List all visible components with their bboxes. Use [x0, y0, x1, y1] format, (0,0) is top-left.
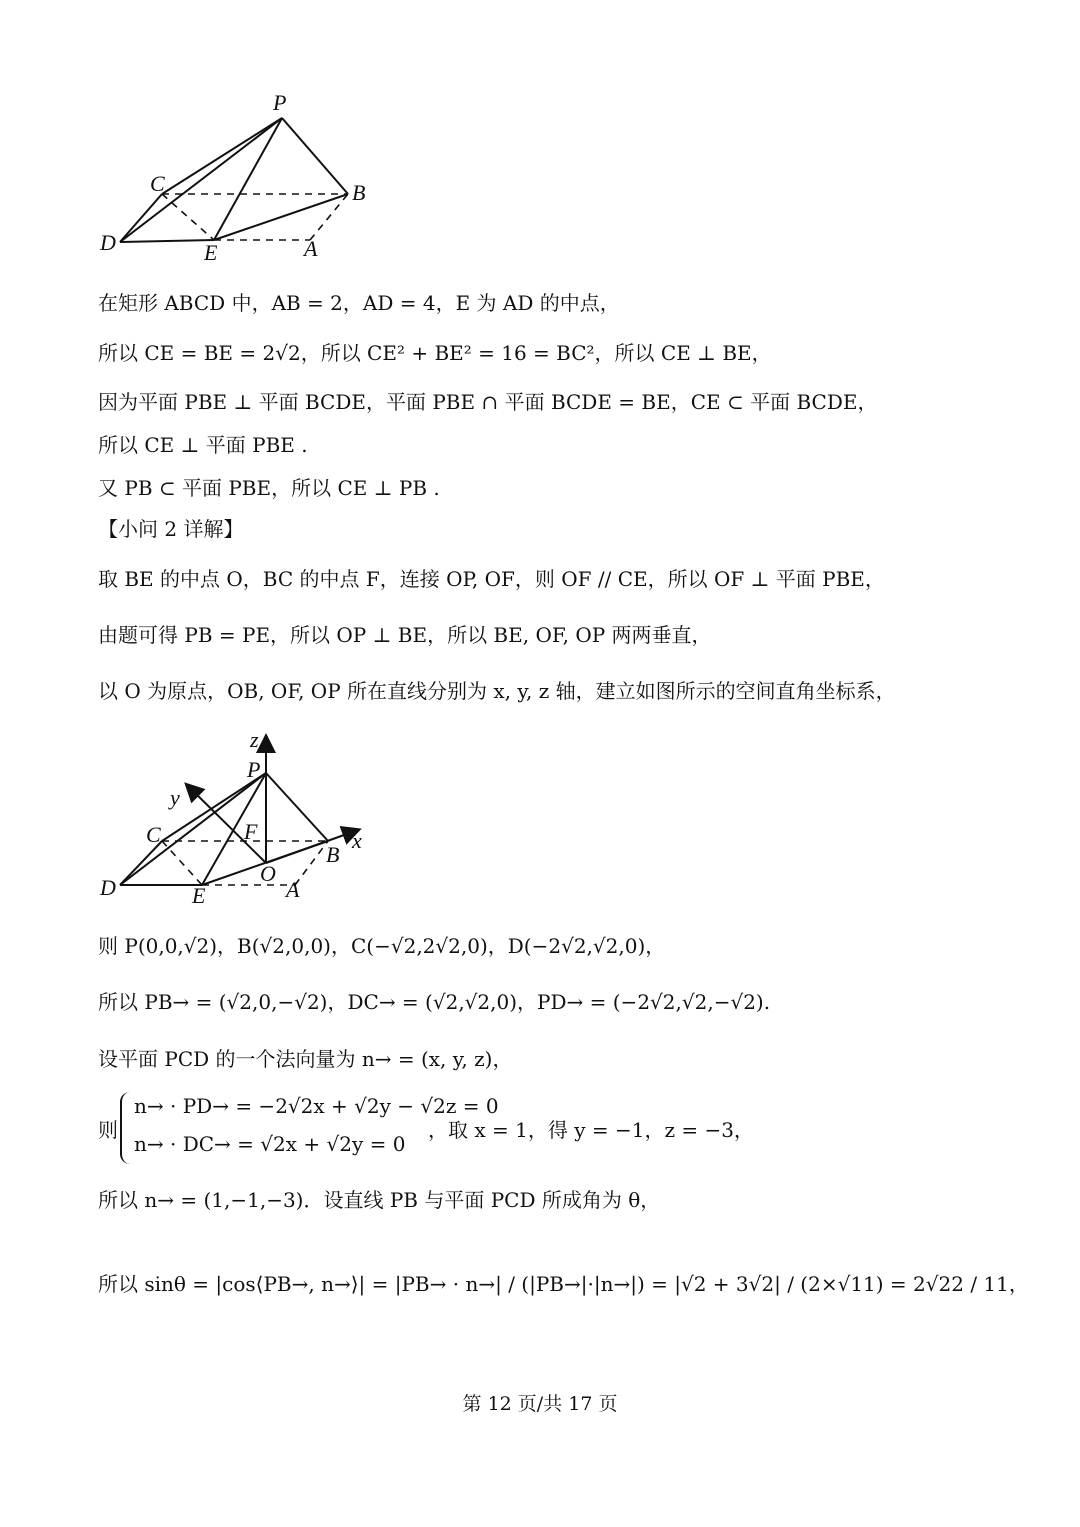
label-A: A — [304, 236, 318, 261]
system-conclusion: ，取 x = 1，得 y = −1，z = −3， — [428, 1118, 754, 1142]
text-line: 因为平面 PBE ⊥ 平面 BCDE，平面 PBE ∩ 平面 BCDE = BE，CE ⊂ 平面 BCDE， — [98, 390, 878, 414]
coordinate-figure-2 — [90, 725, 390, 910]
label-B: B — [326, 842, 340, 867]
label-P: P — [273, 90, 287, 115]
result-line: 所以 n→ = (1,−1,−3)．设直线 PB 与平面 PCD 所成角为 θ， — [98, 1188, 661, 1212]
vectors-line: 所以 PB→ = (√2,0,−√2)，DC→ = (√2,√2,0)，PD→ = (−2√2,√2,−√2). — [98, 990, 771, 1014]
label-C: C — [150, 171, 165, 196]
axis-label-z: z — [250, 727, 259, 752]
text-line: 由题可得 PB = PE，所以 OP ⊥ BE，所以 BE, OF, OP 两两垂直， — [98, 623, 712, 647]
text-line: 所以 CE = BE = 2√2，所以 CE² + BE² = 16 = BC²，所以 CE ⊥ BE， — [98, 341, 772, 365]
system-label: 则 — [98, 1118, 118, 1142]
label-C: C — [146, 822, 161, 847]
text-line: 以 O 为原点，OB, OF, OP 所在直线分别为 x, y, z 轴，建立如图所示的空间直角坐标系， — [98, 679, 896, 703]
label-F: F — [244, 819, 258, 844]
pyramid-figure-1 — [90, 90, 390, 270]
text-line: 取 BE 的中点 O，BC 的中点 F，连接 OP, OF，则 OF // CE，所以 OF ⊥ 平面 PBE， — [98, 567, 885, 591]
system-equation-2: n→ · DC→ = √2x + √2y = 0 — [134, 1132, 406, 1156]
coordinates-line: 则 P(0,0,√2)，B(√2,0,0)，C(−√2,2√2,0)，D(−2√2,√2,0)， — [98, 934, 666, 958]
page-footer: 第 12 页/共 17 页 — [462, 1393, 618, 1415]
label-O: O — [260, 861, 276, 886]
label-P: P — [247, 757, 261, 782]
text-line: 所以 CE ⊥ 平面 PBE . — [98, 433, 308, 457]
sin-formula-line: 所以 sinθ = |cos⟨PB→, n→⟩| = |PB→ · n→| / (|PB→|·|n→|) = |√2 + 3√2| / (2×√11) = 2√22 / 11， — [98, 1272, 1029, 1296]
text-line: 又 PB ⊂ 平面 PBE，所以 CE ⊥ PB . — [98, 476, 440, 500]
equation-system — [98, 1092, 798, 1168]
text-line: 在矩形 ABCD 中，AB = 2，AD = 4，E 为 AD 的中点， — [98, 291, 620, 315]
label-B: B — [352, 180, 366, 205]
label-E: E — [192, 883, 206, 908]
axis-label-y: y — [170, 785, 180, 810]
label-D: D — [100, 875, 116, 900]
label-D: D — [100, 230, 116, 255]
normal-vector-line: 设平面 PCD 的一个法向量为 n→ = (x, y, z)， — [98, 1047, 513, 1071]
label-E: E — [204, 240, 218, 265]
axis-label-x: x — [352, 828, 362, 853]
section-heading: 【小问 2 详解】 — [98, 517, 244, 541]
label-A: A — [286, 877, 300, 902]
system-equation-1: n→ · PD→ = −2√2x + √2y − √2z = 0 — [134, 1094, 499, 1118]
